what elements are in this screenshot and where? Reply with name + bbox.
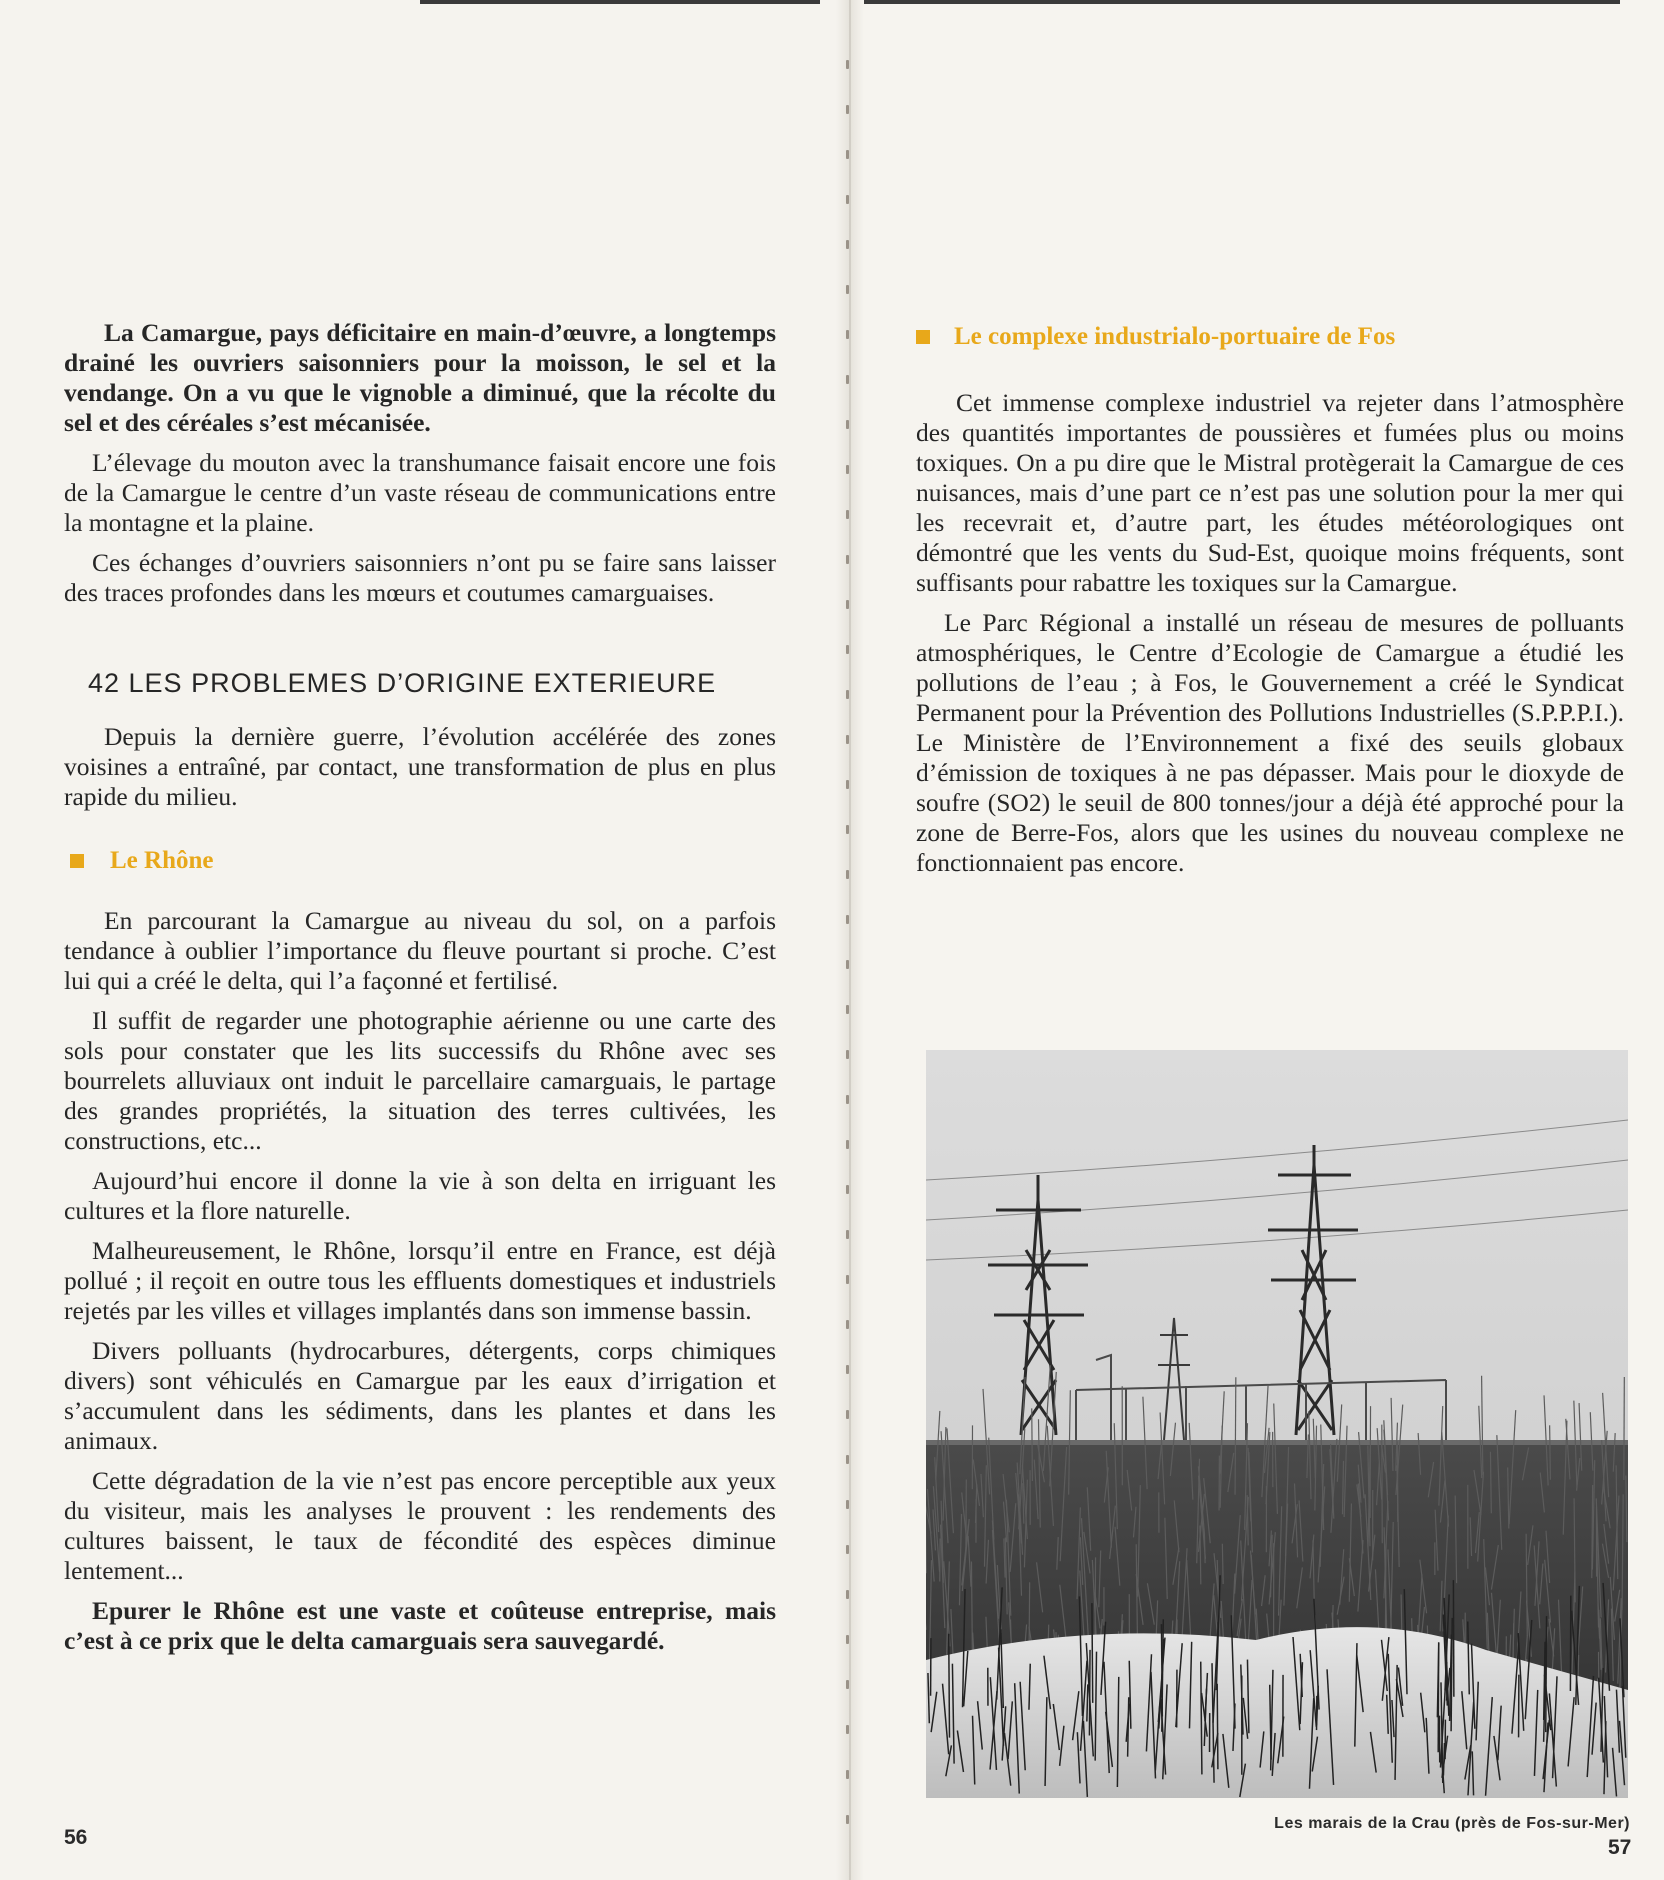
binding-stitch <box>846 150 849 159</box>
rhone-paragraph-4: Malheureusement, le Rhône, lorsqu’il entre en France, est déjà pollué ; il reçoit en outre tous les effluents domestiques et industriels rejetés par les villes et villages implantés dans son immense bassin. <box>64 1236 776 1325</box>
right-text-column <box>916 322 1624 888</box>
left-text-column <box>64 318 776 1666</box>
binding-stitch <box>846 1410 849 1419</box>
rhone-paragraph-3: Aujourd’hui encore il donne la vie à son delta en irriguant les cultures et la flore naturelle. <box>64 1166 776 1225</box>
binding-stitch <box>846 600 849 609</box>
binding-stitch <box>846 375 849 384</box>
binding-stitch <box>846 690 849 699</box>
binding-stitch <box>846 960 849 969</box>
intro-paragraph-1 <box>64 318 776 438</box>
binding-stitch <box>846 510 849 519</box>
fos-paragraph-2: Le Parc Régional a installé un réseau de mesures de polluants atmosphériques, le Centre d’Ecologie de Camargue a étudié les pollutions de l’eau ; à Fos, le Gouvernement a créé le Syndicat Permanent pour la Prévention des Pollutions Industrielles (S.P.P.P.I.). Le Ministère de l’Environnement a fixé des seuils globaux d’émission de toxiques à ne pas dépasser. Mais pour le dioxyde de soufre (SO2) le seuil de 800 tonnes/jour a déjà été approché pour la zone de Berre-Fos, alors que les usines du nouveau complexe ne fonctionnaient pas encore. <box>916 608 1624 877</box>
rhone-paragraph-1: En parcourant la Camargue au niveau du sol, on a parfois tendance à oublier l’importance du fleuve pourtant si proche. C’est lui qui a créé le delta, qui l’a façonné et fertilisé. <box>64 906 776 995</box>
binding-stitch <box>846 915 849 924</box>
page-number-right: 57 <box>1608 1836 1632 1859</box>
binding-stitch <box>846 1185 849 1194</box>
binding-stitch <box>846 195 849 204</box>
binding-stitch <box>846 825 849 834</box>
rhone-paragraph-6: Cette dégradation de la vie n’est pas encore perceptible aux yeux du visiteur, mais les analyses le prouvent : les rendements des cultures baissent, le taux de fécondité des espèces diminue lentement... <box>64 1466 776 1585</box>
binding-stitch <box>846 1725 849 1734</box>
fos-paragraph-1: Cet immense complexe industriel va rejeter dans l’atmosphère des quantités importantes de poussières et fumées plus ou moins toxiques. On a pu dire que le Mistral protègerait la Camargue de ces nuisances, mais d’une part ce n’est pas une solution pour la mer qui les recevrait et, d’autre part, les études météorologiques ont démontré que les vents du Sud-Est, quoique moins fréquents, sont suffisants pour rabattre les toxiques sur la Camargue. <box>916 388 1624 597</box>
binding-stitch <box>846 420 849 429</box>
binding-stitch <box>846 1140 849 1149</box>
binding-stitch <box>846 1455 849 1464</box>
binding-stitch <box>846 1590 849 1599</box>
closing-bold-paragraph: Epurer le Rhône est une vaste et coûteuse entreprise, mais c’est à ce prix que le delta camarguais sera sauvegardé. <box>64 1596 776 1655</box>
binding-stitch <box>846 870 849 879</box>
binding-stitch <box>846 1320 849 1329</box>
binding-stitch <box>846 1005 849 1014</box>
subheading-fos <box>916 322 1624 352</box>
binding-stitch <box>846 1230 849 1239</box>
binding-stitch <box>846 1095 849 1104</box>
binding-stitch <box>846 555 849 564</box>
intro-paragraph-2: L’élevage du mouton avec la transhumance faisait encore une fois de la Camargue le centre d’un vaste réseau de communications entre la montagne et la plaine. <box>64 448 776 537</box>
page-top-edge-left <box>420 0 820 4</box>
binding-stitch <box>846 735 849 744</box>
binding-stitch <box>846 1680 849 1689</box>
square-bullet-icon <box>916 330 930 344</box>
rhone-paragraph-2: Il suffit de regarder une photographie aérienne ou une carte des sols pour constater que les lits successifs du Rhône avec ses bourrelets alluviaux ont induit le parcellaire camarguais, le partage des grandes propriétés, la situation des terres cultivées, les constructions, etc... <box>64 1006 776 1155</box>
subheading-fos-text: Le complexe industrialo-portuaire de Fos <box>954 323 1396 350</box>
binding-stitch <box>846 330 849 339</box>
binding-stitch <box>846 1500 849 1509</box>
section-title: 42 LES PROBLEMES D’ORIGINE EXTERIEURE <box>88 668 717 698</box>
binding-stitch <box>846 1050 849 1059</box>
pylons-marsh-illustration <box>926 1050 1628 1798</box>
photo-caption: Les marais de la Crau (près de Fos-sur-Mer) <box>1274 1815 1630 1832</box>
subheading-rhone-text: Le Rhône <box>110 847 214 874</box>
intro-paragraph-3: Ces échanges d’ouvriers saisonniers n’ont pu se faire sans laisser des traces profondes dans les mœurs et coutumes camarguaises. <box>64 548 776 607</box>
marsh-photo <box>926 1050 1628 1798</box>
binding-stitch <box>846 1815 849 1824</box>
page-number-left: 56 <box>64 1826 88 1849</box>
binding-stitch <box>846 240 849 249</box>
binding-stitch <box>846 780 849 789</box>
square-bullet-icon <box>70 854 84 868</box>
intro-paragraph-1-text: La Camargue, pays déficitaire en main-d’œuvre, a longtemps drainé les ouvriers saisonniers pour la moisson, le sel et la vendange. On a vu que le vignoble a diminué, que la récolte du sel et des céréales s’est mécanisée. <box>64 318 776 437</box>
binding-stitch <box>846 60 849 69</box>
binding-stitch <box>846 465 849 474</box>
rhone-paragraph-5: Divers polluants (hydrocarbures, détergents, corps chimiques divers) sont véhiculés en Camargue par les eaux d’irrigation et s’accumulent dans les sédiments, dans les plantes et dans les animaux. <box>64 1336 776 1455</box>
binding-stitch <box>846 285 849 294</box>
binding-stitch <box>846 105 849 114</box>
gutter-line <box>849 0 851 1880</box>
binding-stitch <box>846 645 849 654</box>
section-intro: Depuis la dernière guerre, l’évolution accélérée des zones voisines a entraîné, par contact, une transformation de plus en plus rapide du milieu. <box>64 722 776 811</box>
binding-stitch <box>846 1365 849 1374</box>
subheading-rhone <box>64 846 776 876</box>
binding-stitch <box>846 1545 849 1554</box>
binding-stitch <box>846 1635 849 1644</box>
binding-stitch <box>846 1275 849 1284</box>
page-top-edge-right <box>860 0 1620 4</box>
binding-stitch <box>846 1770 849 1779</box>
